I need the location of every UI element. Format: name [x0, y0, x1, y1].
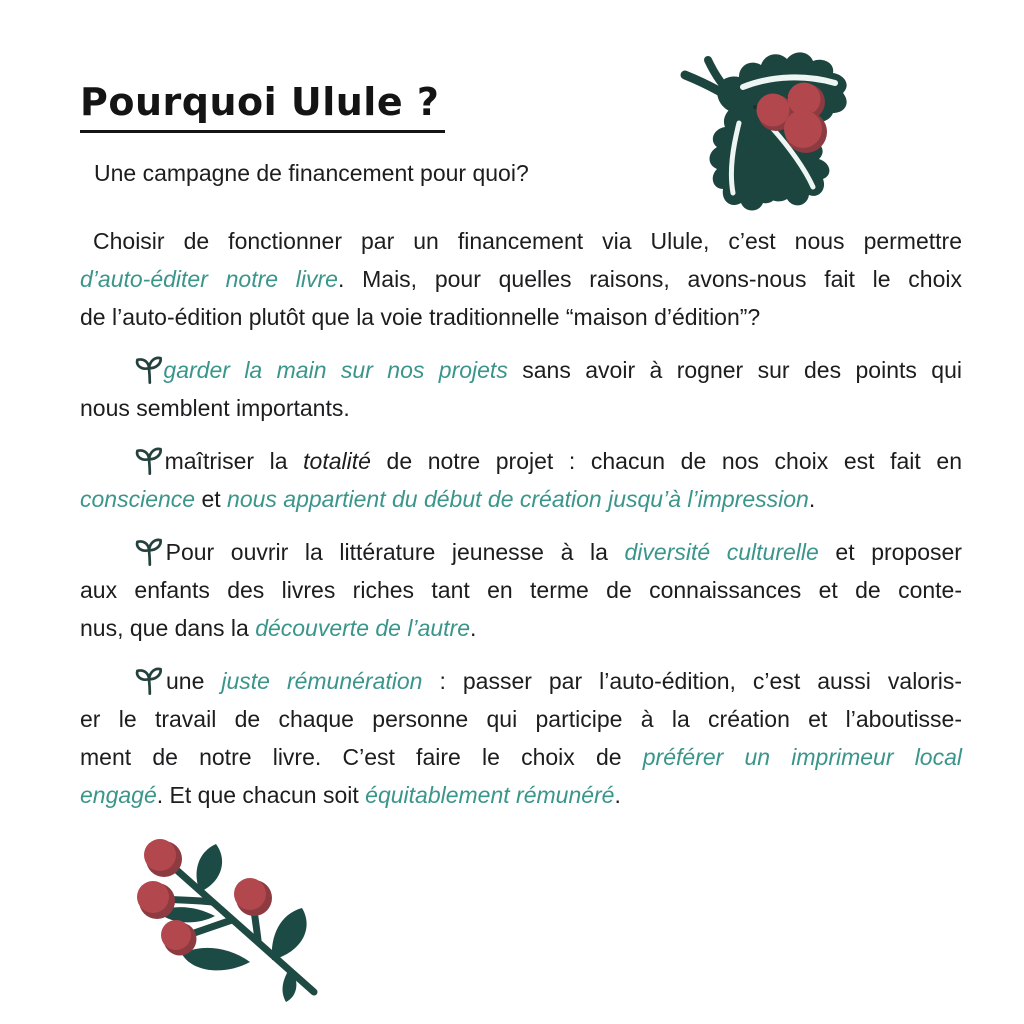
bullet-paragraph — [80, 662, 962, 814]
text-run: préférer un imprimeur local — [642, 744, 962, 770]
text-run: nus, que dans la — [80, 615, 256, 641]
text-run: . Et que chacun soit — [156, 782, 366, 808]
text-run: Choisir de fonctionner par un financement via Ulule, c’est nous permettre — [93, 228, 962, 254]
sprout-icon — [106, 353, 140, 385]
text-line — [80, 260, 962, 298]
text-run: diversité culturelle — [624, 539, 819, 565]
text-run: sans avoir à rogner sur des points qui — [507, 357, 962, 383]
text-run: . — [808, 486, 816, 512]
text-line — [80, 700, 962, 738]
text-run: ment de notre livre. C’est faire le choix de — [80, 744, 643, 770]
text-run: nous appartient du début de création jusqu’à l’impression — [227, 486, 809, 512]
text-line — [80, 533, 962, 571]
text-line — [80, 738, 962, 776]
text-run: engagé — [80, 782, 157, 808]
body-paragraphs — [80, 222, 962, 814]
text-line — [80, 609, 962, 647]
text-run: maîtriser la — [164, 448, 304, 474]
text-run: aux enfants des livres riches tant en terme de connaissances et de conte- — [80, 577, 962, 603]
text-run: de notre projet : chacun de nos choix est fait en — [370, 448, 962, 474]
text-run: er le travail de chaque personne qui participe à la création et l’aboutisse- — [80, 706, 962, 732]
text-run: juste rémunération — [221, 668, 423, 694]
text-run: . — [470, 615, 477, 641]
text-run: . Mais, pour quelles raisons, avons-nous fait le choix — [337, 266, 962, 292]
text-line — [80, 351, 962, 389]
sprout-icon — [106, 664, 140, 696]
text-line — [80, 222, 962, 260]
sprout-icon — [106, 444, 140, 476]
text-run: découverte de l’autre — [255, 615, 470, 641]
text-line — [80, 480, 962, 518]
text-run: et — [195, 486, 228, 512]
text-run: garder la main sur nos projets — [163, 357, 508, 383]
text-run: Pour ouvrir la littérature jeunesse à la — [165, 539, 625, 565]
text-run: totalité — [303, 448, 371, 474]
text-run: . — [614, 782, 621, 808]
sprout-icon — [106, 535, 140, 567]
paragraph — [80, 222, 962, 336]
text-run: conscience — [80, 486, 196, 512]
bullet-paragraph — [80, 351, 962, 427]
text-run: d’auto-éditer notre livre — [80, 266, 338, 292]
text-line — [80, 662, 962, 700]
text-run: et proposer — [818, 539, 962, 565]
bullet-paragraph — [80, 533, 962, 647]
text-run: une — [166, 668, 222, 694]
holly-branch-illustration — [655, 25, 875, 225]
text-run: de l’auto-édition plutôt que la voie traditionnelle “maison d’édition”? — [80, 304, 761, 330]
page-title: Pourquoi Ulule ? — [80, 80, 445, 133]
text-run: nous semblent importants. — [80, 395, 350, 421]
bullet-paragraph — [80, 442, 962, 518]
text-line — [80, 442, 962, 480]
subtitle: Une campagne de financement pour quoi? — [94, 160, 529, 186]
text-line — [80, 776, 962, 814]
text-run: : passer par l’auto-édition, c’est aussi valoris- — [422, 668, 963, 694]
text-run: équitablement rémunéré — [365, 782, 615, 808]
text-line — [80, 389, 962, 427]
text-line — [80, 298, 962, 336]
berry-branch-illustration — [100, 820, 380, 1020]
text-line — [80, 571, 962, 609]
